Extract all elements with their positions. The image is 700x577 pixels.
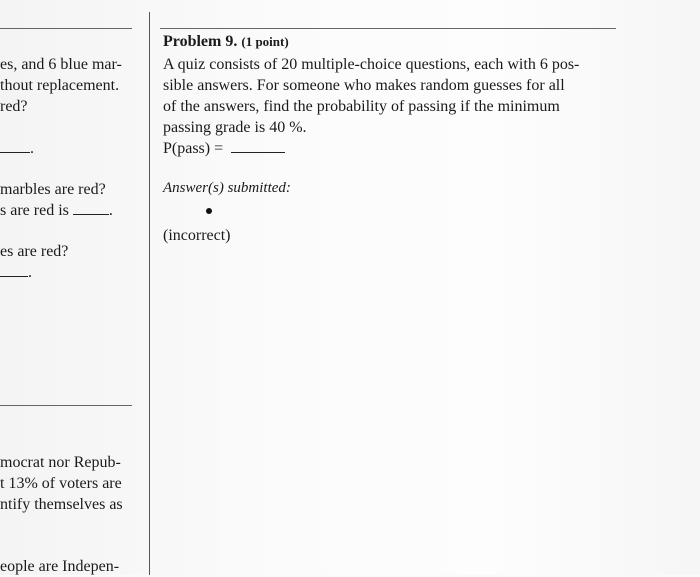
problem-title (163, 32, 289, 52)
answer-prompt: P(pass) = (163, 140, 224, 157)
answer-blank[interactable] (73, 202, 109, 215)
left-answer-blank-3[interactable] (0, 263, 32, 283)
answer-input-blank[interactable] (231, 140, 285, 153)
problem-points: (1 point) (241, 34, 289, 49)
left-period-3: . (28, 264, 32, 281)
left-top-rule (0, 28, 132, 29)
left-text-line-7: mocrat nor Repub- (0, 454, 121, 471)
right-top-rule (160, 28, 616, 29)
left-text-line-6: es are red? (0, 243, 69, 260)
submission-status: (incorrect) (163, 227, 231, 244)
left-text-line-5-text: s are red is (0, 202, 69, 219)
problem-text-line-4: passing grade is 40 %. (163, 119, 307, 136)
left-answer-blank-1[interactable] (0, 139, 34, 159)
left-period-1: . (30, 140, 34, 157)
left-text-line-5 (0, 201, 113, 221)
problem-label: Problem 9. (163, 33, 238, 50)
left-text-line-4: marbles are red? (0, 181, 106, 198)
submitted-answer-bullet (206, 208, 212, 214)
answer-blank[interactable] (0, 264, 28, 277)
left-period-2: . (108, 202, 113, 219)
answer-line (163, 139, 285, 159)
left-section-rule (0, 405, 132, 406)
left-text-line-9: ntify themselves as (0, 496, 123, 513)
answer-blank[interactable] (0, 140, 30, 153)
problem-text-line-1: A quiz consists of 20 multiple-choice questions, each with 6 pos- (163, 56, 580, 73)
answers-submitted-label: Answer(s) submitted: (163, 180, 291, 196)
left-text-line-8: t 13% of voters are (0, 475, 122, 492)
left-text-line-2: thout replacement. (0, 77, 120, 94)
left-text-line-1: es, and 6 blue mar- (0, 56, 122, 73)
problem-text-line-3: of the answers, find the probability of passing if the minimum (163, 98, 560, 115)
left-text-line-10: eople are Indepen- (0, 558, 120, 575)
left-text-line-3: red? (0, 98, 28, 115)
problem-text-line-2: sible answers. For someone who makes random guesses for all (163, 77, 565, 94)
column-divider (149, 12, 150, 575)
